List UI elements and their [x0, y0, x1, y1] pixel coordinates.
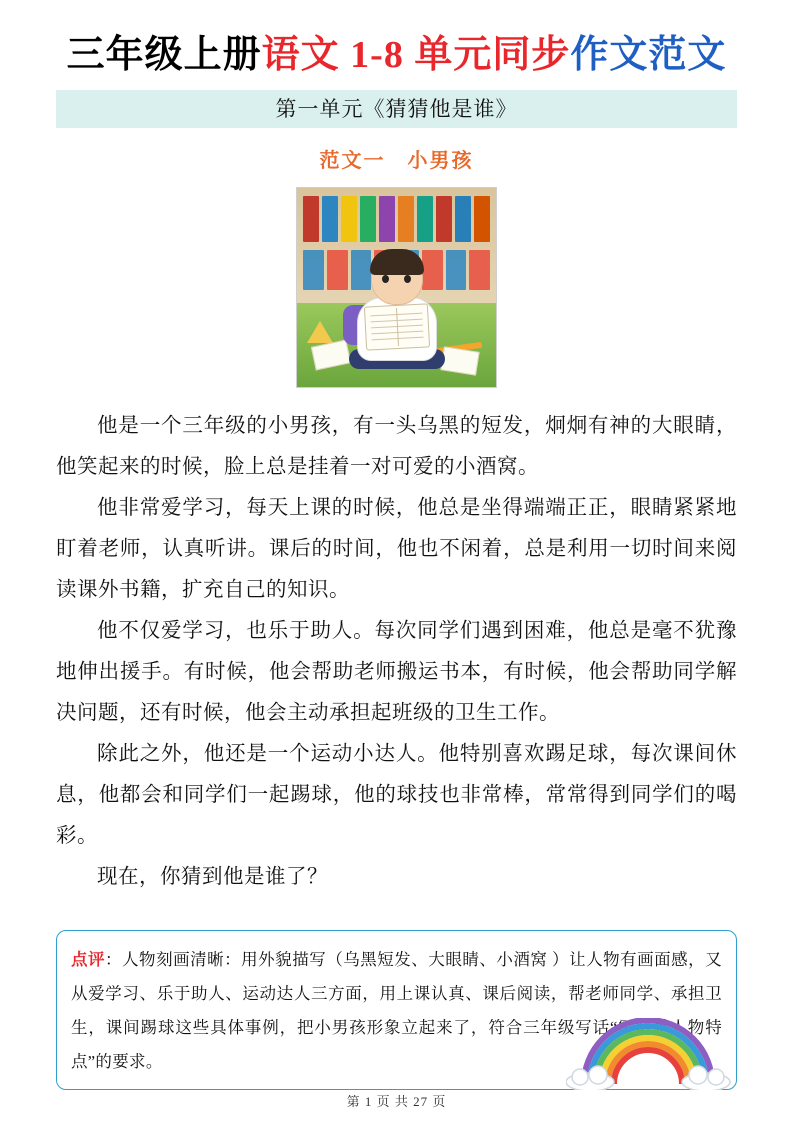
- paragraph: 他是一个三年级的小男孩，有一头乌黑的短发，炯炯有神的大眼睛，他笑起来的时候，脸上总是挂着一对可爱的小酒窝。: [56, 414, 737, 478]
- book-row-top: [303, 196, 490, 242]
- comment-body: ：人物刻画清晰：用外貌描写（乌黑短发、大眼睛、小酒窝 ）让人物有画面感，又从爱学习、乐于助人、运动达人三方面，用上课认真、课后阅读，帮老师同学、承担卫生，课间踢球这些具体事例，把小男孩形象立起来了，符合三年级写话“写清楚人物特点”的要求。: [71, 950, 722, 1071]
- boy-hair: [370, 249, 424, 275]
- boy-reading-illustration: [296, 187, 497, 388]
- title-segment-3: 作文范文: [570, 34, 727, 76]
- paragraph: 他非常爱学习，每天上课的时候，他总是坐得端端正正，眼睛紧紧地盯着老师，认真听讲。课后的时间，他也不闲着，总是利用一切时间来阅读课外书籍，扩充自己的知识。: [56, 496, 737, 601]
- paragraph: 他不仅爱学习，也乐于助人。每次同学们遇到困难，他总是毫不犹豫地伸出援手。有时候，他会帮助老师搬运书本，有时候，他会帮助同学解决问题，还有时候，他会主动承担起班级的卫生工作。: [56, 619, 737, 724]
- page-title: [56, 0, 737, 78]
- boy-eye-right: [404, 275, 411, 283]
- title-segment-1: 三年级上册: [66, 34, 262, 76]
- illustration-container: [56, 187, 737, 388]
- triangle-decor-icon: [307, 321, 333, 343]
- paragraph: 现在，你猜到他是谁了？: [97, 865, 328, 888]
- unit-banner: 第一单元《猜猜他是谁》: [56, 90, 737, 128]
- comment-box: [56, 930, 737, 1090]
- comment-label: 点评: [71, 950, 106, 969]
- page-footer: 第 1 页 共 27 页: [346, 1094, 447, 1109]
- paper-sheet-right: [440, 346, 479, 375]
- essay-sub-heading: 范文一 小男孩: [319, 149, 474, 172]
- open-book-icon: [363, 303, 429, 350]
- comment-text: [71, 943, 722, 1079]
- paragraph: 除此之外，他还是一个运动小达人。他特别喜欢踢足球，每次课间休息，他都会和同学们一起踢球，他的球技也非常棒，常常得到同学们的喝彩。: [56, 742, 737, 847]
- boy-eye-left: [382, 275, 389, 283]
- title-segment-2: 语文 1-8 单元同步: [261, 34, 571, 76]
- essay-body: [56, 406, 737, 898]
